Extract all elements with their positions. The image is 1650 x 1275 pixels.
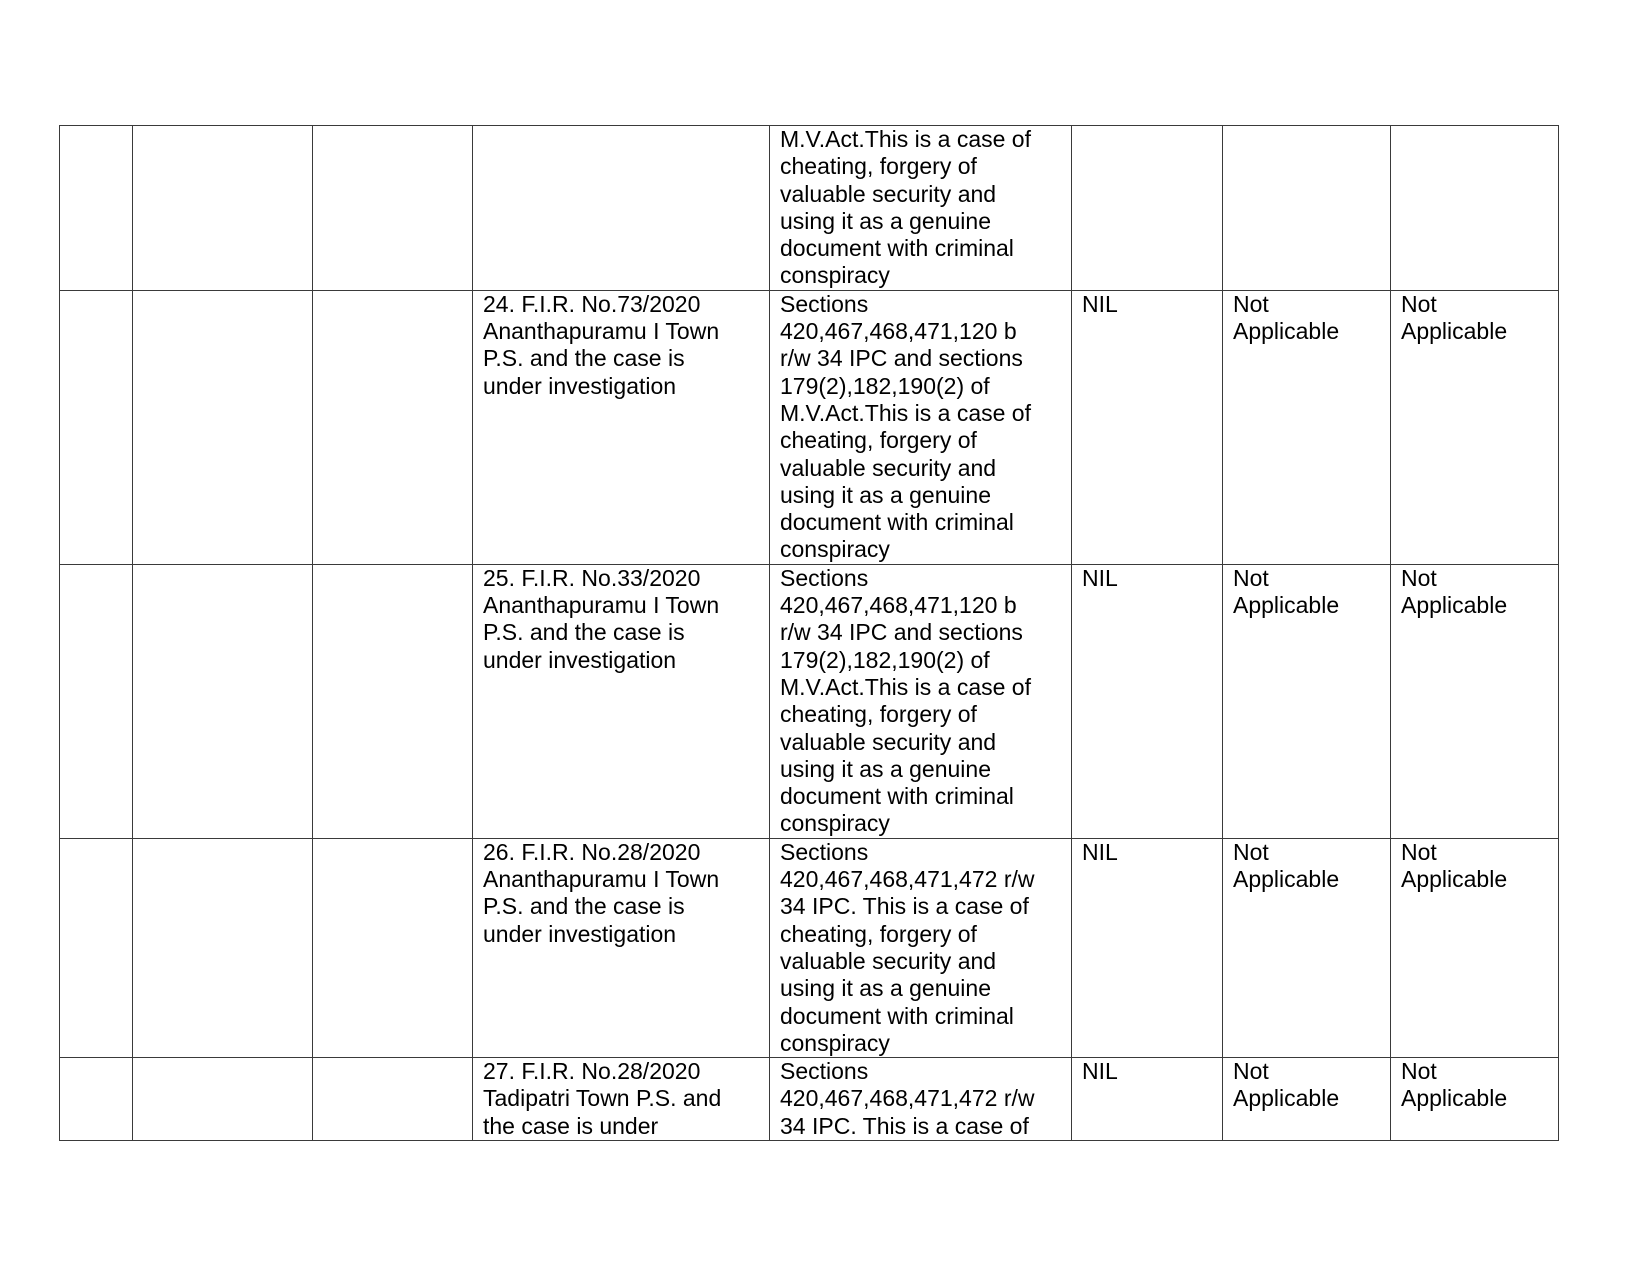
fir-cell: 26. F.I.R. No.28/2020 Ananthapuramu I Town P.S. and the case is under investigation [473, 838, 770, 1057]
sections-cell: Sections 420,467,468,471,472 r/w 34 IPC. This is a case of [770, 1058, 1072, 1141]
applicable-cell-2 [1391, 126, 1559, 291]
sections-cell: Sections 420,467,468,471,120 b r/w 34 IPC and sections 179(2),182,190(2) of M.V.Act.This is a case of cheating, forgery of valuable security and using it as a genuine document with criminal conspiracy [770, 564, 1072, 838]
name-cell [133, 1058, 313, 1141]
name-cell [133, 290, 313, 564]
serial-cell [60, 564, 133, 838]
table-row [60, 838, 1559, 1057]
applicable-cell: Not Applicable [1223, 838, 1391, 1057]
serial-cell [60, 838, 133, 1057]
case-table [59, 125, 1559, 1141]
sections-cell: M.V.Act.This is a case of cheating, forgery of valuable security and using it as a genuine document with criminal conspiracy [770, 126, 1072, 291]
serial-cell [60, 1058, 133, 1141]
applicable-cell: Not Applicable [1223, 564, 1391, 838]
sections-cell: Sections 420,467,468,471,120 b r/w 34 IPC and sections 179(2),182,190(2) of M.V.Act.This is a case of cheating, forgery of valuable security and using it as a genuine document with criminal conspiracy [770, 290, 1072, 564]
applicable-cell [1223, 126, 1391, 291]
detail-cell [313, 1058, 473, 1141]
table-row [60, 126, 1559, 291]
table-row [60, 564, 1559, 838]
nil-cell: NIL [1072, 1058, 1223, 1141]
name-cell [133, 564, 313, 838]
fir-cell: 25. F.I.R. No.33/2020 Ananthapuramu I Town P.S. and the case is under investigation [473, 564, 770, 838]
applicable-cell: Not Applicable [1223, 1058, 1391, 1141]
detail-cell [313, 290, 473, 564]
applicable-cell-2: Not Applicable [1391, 1058, 1559, 1141]
fir-cell [473, 126, 770, 291]
name-cell [133, 838, 313, 1057]
serial-cell [60, 126, 133, 291]
fir-cell: 27. F.I.R. No.28/2020 Tadipatri Town P.S. and the case is under [473, 1058, 770, 1141]
applicable-cell-2: Not Applicable [1391, 564, 1559, 838]
detail-cell [313, 126, 473, 291]
applicable-cell: Not Applicable [1223, 290, 1391, 564]
nil-cell: NIL [1072, 564, 1223, 838]
nil-cell [1072, 126, 1223, 291]
applicable-cell-2: Not Applicable [1391, 290, 1559, 564]
fir-cell: 24. F.I.R. No.73/2020 Ananthapuramu I Town P.S. and the case is under investigation [473, 290, 770, 564]
detail-cell [313, 564, 473, 838]
table-row [60, 1058, 1559, 1141]
sections-cell: Sections 420,467,468,471,472 r/w 34 IPC. This is a case of cheating, forgery of valuable security and using it as a genuine document with criminal conspiracy [770, 838, 1072, 1057]
name-cell [133, 126, 313, 291]
applicable-cell-2: Not Applicable [1391, 838, 1559, 1057]
nil-cell: NIL [1072, 290, 1223, 564]
detail-cell [313, 838, 473, 1057]
serial-cell [60, 290, 133, 564]
table-row [60, 290, 1559, 564]
nil-cell: NIL [1072, 838, 1223, 1057]
